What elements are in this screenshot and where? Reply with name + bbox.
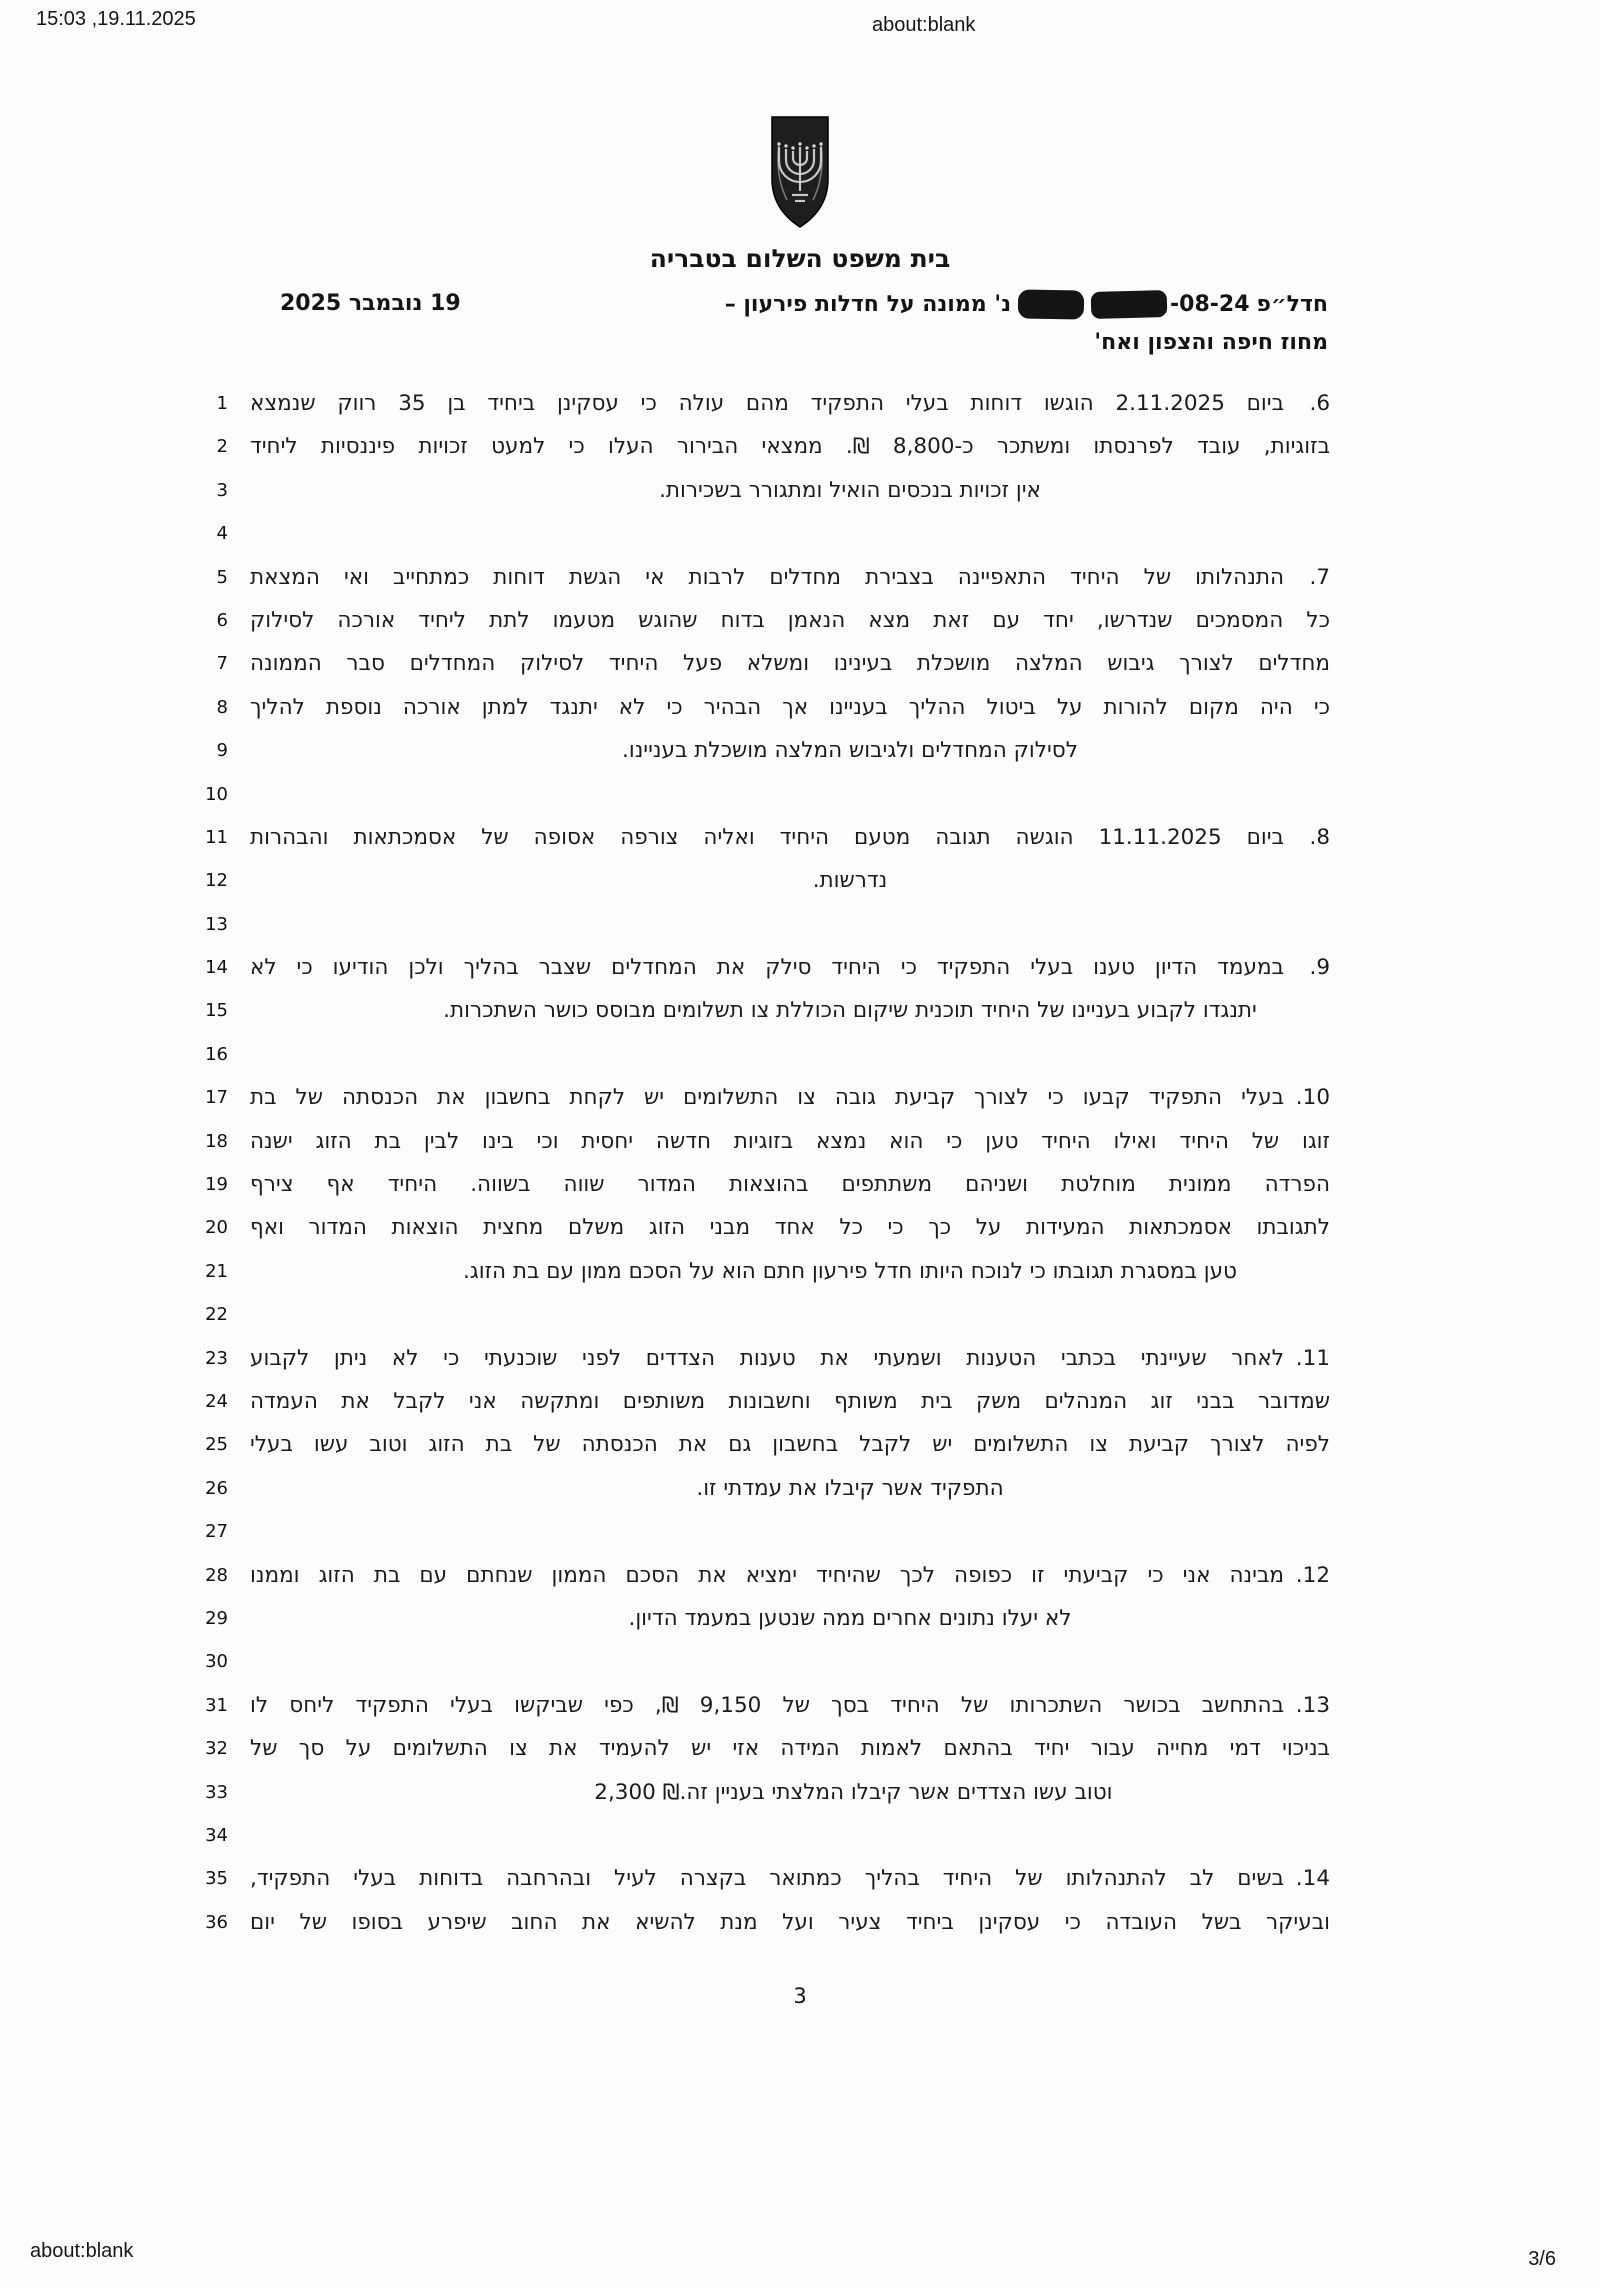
document-line <box>0 903 1600 946</box>
line-text: בשים לב להתנהלותו של היחיד בהליך כמתואר בקצרה לעיל ובהרחבה בדוחות בעלי התפקיד, <box>250 1866 1284 1892</box>
line-body <box>250 599 1330 642</box>
case-number-visible: -08-24 <box>1170 292 1250 317</box>
line-body <box>250 1640 1330 1683</box>
print-footer-url: about:blank <box>30 2240 134 2262</box>
document-line <box>0 1076 1600 1119</box>
line-text: ובעיקר בשל העובדה כי עסקינן ביחיד צעיר ועל מנת להשיא את החוב שיפרע בסופו של יום <box>250 1909 1330 1935</box>
document-line <box>0 946 1600 989</box>
document-line <box>0 1901 1600 1944</box>
line-number: 13 <box>205 913 228 935</box>
line-text: בניכוי דמי מחייה עבור יחיד בהתאם לאמות המידה אזי יש להעמיד את צו התשלומים על סך של <box>250 1736 1330 1762</box>
line-number: 26 <box>205 1477 228 1499</box>
paragraph-number: 7. <box>1309 564 1330 590</box>
line-text: ביום 11.11.2025 הוגשה תגובה מטעם היחיד ואליה צורפה אסופה של אסמכתאות והבהרות <box>250 824 1284 850</box>
line-number: 5 <box>216 566 228 588</box>
line-number: 19 <box>205 1174 228 1196</box>
line-number: 9 <box>216 740 228 762</box>
line-number: 24 <box>205 1390 228 1412</box>
document-line <box>0 1684 1600 1727</box>
line-text <box>250 1640 1330 1683</box>
line-body <box>250 773 1330 816</box>
line-text <box>250 512 1330 555</box>
line-body <box>250 1380 1330 1423</box>
line-body <box>250 512 1330 555</box>
line-text: ביום 2.11.2025 הוגשו דוחות בעלי התפקיד מהם עולה כי עסקינן ביחיד בן 35 רווק שנמצא <box>250 391 1284 416</box>
line-number: 33 <box>205 1781 228 1803</box>
document-line <box>0 1727 1600 1770</box>
line-text: לא יעלו נתונים אחרים ממה שנטען במעמד הדיון. <box>628 1605 1072 1631</box>
document-line <box>0 1250 1600 1293</box>
line-text: לתגובתו אסמכתאות המעידות על כך כי כל אחד מבני הזוג משלם מחצית הוצאות המדור ואף <box>250 1215 1330 1241</box>
line-number: 16 <box>205 1043 228 1065</box>
line-text: התפקיד אשר קיבלו את עמדתי זו. <box>696 1475 1004 1501</box>
line-text: מבינה אני כי קביעתי זו כפופה לכך שהיחיד ימציא את הסכם הממון שנחתם עם בת הזוג וממנו <box>250 1562 1284 1588</box>
line-body <box>250 1771 1330 1814</box>
line-body <box>250 903 1330 946</box>
document-line <box>0 773 1600 816</box>
line-text: בהתחשב בכושר השתכרותו של היחיד בסך של 9,150 ₪, כפי שביקשו בעלי התפקיד ליחס לו <box>250 1692 1284 1718</box>
line-number: 4 <box>216 523 228 545</box>
document-line <box>0 1510 1600 1553</box>
line-body <box>250 1163 1330 1206</box>
line-number: 27 <box>205 1521 228 1543</box>
line-number: 25 <box>205 1434 228 1456</box>
document-line <box>0 1033 1600 1076</box>
line-number: 11 <box>205 826 228 848</box>
document-line <box>0 1380 1600 1423</box>
document-line <box>0 816 1600 859</box>
line-text: אין זכויות בנכסים הואיל ומתגורר בשכירות. <box>659 477 1041 503</box>
line-text: יתנגדו לקבוע בעניינו של היחיד תוכנית שיקום הכוללת צו תשלומים מבוסס כושר השתכרות. <box>443 998 1257 1024</box>
line-number: 8 <box>216 696 228 718</box>
line-number: 22 <box>205 1304 228 1326</box>
document-line <box>0 1163 1600 1206</box>
line-number: 14 <box>205 957 228 979</box>
document-line <box>0 469 1600 512</box>
document-line <box>0 729 1600 772</box>
line-body <box>250 859 1330 902</box>
paragraph-number: 13. <box>1295 1692 1330 1718</box>
redaction-mark <box>1018 289 1084 319</box>
line-text: כל המסמכים שנדרשו, יחד עם זאת מצא הנאמן בדוח שהוגש מטעמו לתת ליחיד אורכה לסילוק <box>250 607 1330 633</box>
line-number: 21 <box>205 1260 228 1282</box>
document-line <box>0 1640 1600 1683</box>
line-body <box>250 1250 1330 1293</box>
paragraph-number: 11. <box>1295 1345 1330 1371</box>
line-text: במעמד הדיון טענו בעלי התפקיד כי היחיד סילק את המחדלים שצבר בהליך ולכן הודיעו כי לא <box>250 955 1284 981</box>
line-text <box>250 1033 1330 1076</box>
line-number: 31 <box>205 1694 228 1716</box>
line-body <box>250 642 1330 685</box>
respondent-line: מחוז חיפה והצפון ואח' <box>1094 330 1328 355</box>
line-body <box>250 1727 1330 1770</box>
case-line <box>270 290 1328 319</box>
print-header-datetime: 15:03 ,19.11.2025 <box>36 8 196 30</box>
line-number: 35 <box>205 1868 228 1890</box>
case-header <box>270 290 1328 355</box>
line-text <box>250 1293 1330 1336</box>
line-body <box>250 469 1330 512</box>
paragraph-number: 8. <box>1309 824 1330 850</box>
document-body <box>0 382 1600 1944</box>
document-line <box>0 1120 1600 1163</box>
line-number: 34 <box>205 1824 228 1846</box>
line-number: 2 <box>216 436 228 458</box>
line-number: 36 <box>205 1911 228 1933</box>
document-line <box>0 1467 1600 1510</box>
line-body <box>250 729 1330 772</box>
amount-value: 2,300 ₪ <box>587 1779 680 1805</box>
line-number: 7 <box>216 653 228 675</box>
line-text: טען במסגרת תגובתו כי לנוכח היותו חדל פירעון חתם הוא על הסכם ממון עם בת הזוג. <box>463 1258 1237 1284</box>
line-number: 15 <box>205 1000 228 1022</box>
line-text: מחדלים לצורך גיבוש המלצה מושכלת בעינינו ומשלא פעל היחיד לסילוק המחדלים סבר הממונה <box>250 651 1330 677</box>
line-number: 1 <box>216 393 228 414</box>
court-title: בית משפט השלום בטבריה <box>649 244 951 273</box>
line-number: 12 <box>205 870 228 892</box>
decision-date: 19 נובמבר 2025 <box>280 291 461 316</box>
israel-state-emblem-icon <box>766 114 834 232</box>
line-body <box>250 1076 1330 1119</box>
line-number: 10 <box>205 783 228 805</box>
line-text <box>250 1814 1330 1857</box>
document-line <box>0 989 1600 1032</box>
line-number: 17 <box>205 1087 228 1109</box>
line-text <box>250 1510 1330 1553</box>
line-body <box>250 946 1330 989</box>
line-body <box>250 425 1330 468</box>
print-header-url: about:blank <box>872 14 976 36</box>
line-body <box>250 1467 1330 1510</box>
document-line <box>0 599 1600 642</box>
print-footer-page-indicator: 3/6 <box>1528 2248 1556 2270</box>
line-number: 20 <box>205 1217 228 1239</box>
line-body <box>250 1206 1330 1249</box>
document-line <box>0 1857 1600 1900</box>
line-body <box>250 1554 1330 1597</box>
document-line <box>0 1771 1600 1814</box>
versus-text: נ' ממונה על חדלות פירעון – <box>724 292 1012 317</box>
line-body <box>250 1901 1330 1944</box>
line-text: נדרשות. <box>812 868 888 894</box>
line-body <box>250 989 1330 1032</box>
line-number: 28 <box>205 1564 228 1586</box>
case-type-prefix: חדל״פ <box>1256 292 1328 317</box>
paragraph-number: 6. <box>1309 391 1330 416</box>
line-text: התנהלותו של היחיד התאפיינה בצבירת מחדלים לרבות אי הגשת דוחות כמתחייב ואי המצאת <box>250 564 1284 590</box>
line-number: 29 <box>205 1607 228 1629</box>
line-body <box>250 1857 1330 1900</box>
line-body <box>250 1684 1330 1727</box>
document-line <box>0 1293 1600 1336</box>
line-text <box>250 903 1330 946</box>
line-body <box>250 686 1330 729</box>
document-line <box>0 425 1600 468</box>
line-text <box>250 773 1330 816</box>
line-number: 30 <box>205 1651 228 1673</box>
line-body <box>250 556 1330 599</box>
document-line <box>0 1337 1600 1380</box>
case-number <box>1091 291 1250 318</box>
line-text: וטוב עשו הצדדים אשר קיבלו המלצתי בעניין זה. 2,300 ₪ <box>587 1779 1113 1805</box>
line-body <box>250 1510 1330 1553</box>
page-number: 3 <box>793 1984 807 2008</box>
line-text: הפרדה ממונית מוחלטת ושניהם משתתפים בהוצאות המדור שווה בשווה. היחיד אף צירף <box>250 1172 1330 1198</box>
document-line <box>0 859 1600 902</box>
line-body <box>250 1293 1330 1336</box>
document-line <box>0 1423 1600 1466</box>
document-line <box>0 382 1600 425</box>
redaction-mark <box>1091 290 1168 319</box>
document-line <box>0 1206 1600 1249</box>
document-line <box>0 1554 1600 1597</box>
line-text: זוגו של היחיד ואילו היחיד טען כי הוא נמצא בזוגיות חדשה יחסית וכי בינו לבין בת הזוג ישנה <box>250 1128 1330 1154</box>
line-text: כי היה מקום להורות על ביטול ההליך בעניינו אך הבהיר כי לא יתנגד למתן אורכה נוספת להליך <box>250 694 1330 720</box>
line-body <box>250 1033 1330 1076</box>
line-text: בזוגיות, עובד לפרנסתו ומשתכר כ-8,800 ₪. ממצאי הבירור העלו כי למעט זכויות פיננסיות ליחיד <box>250 434 1330 460</box>
paragraph-number: 10. <box>1295 1085 1330 1111</box>
line-number: 6 <box>216 609 228 631</box>
line-text: בעלי התפקיד קבעו כי לצורך קביעת גובה צו התשלומים יש לקחת בחשבון את הכנסתה של בת <box>250 1085 1284 1111</box>
line-body <box>250 1120 1330 1163</box>
line-number: 32 <box>205 1738 228 1760</box>
document-line <box>0 512 1600 555</box>
line-number: 18 <box>205 1130 228 1152</box>
line-text: לסילוק המחדלים ולגיבוש המלצה מושכלת בעניינו. <box>622 738 1078 764</box>
document-line <box>0 642 1600 685</box>
line-body <box>250 1423 1330 1466</box>
line-body <box>250 382 1330 425</box>
document-line <box>0 1597 1600 1640</box>
line-body <box>250 816 1330 859</box>
document-line <box>0 1814 1600 1857</box>
document-line <box>0 556 1600 599</box>
line-body <box>250 1597 1330 1640</box>
paragraph-number: 9. <box>1309 955 1330 981</box>
line-text: שמדובר בבני זוג המנהלים משק בית משותף וחשבונות משותפים ומתקשה אני לקבל את העמדה <box>250 1388 1330 1414</box>
line-number: 23 <box>205 1347 228 1369</box>
paragraph-number: 14. <box>1295 1866 1330 1892</box>
document-line <box>0 686 1600 729</box>
paragraph-number: 12. <box>1295 1562 1330 1588</box>
line-text: לפיה לצורך קביעת צו התשלומים יש לקבל בחשבון גם את הכנסתה של בת הזוג וטוב עשו בעלי <box>250 1432 1330 1458</box>
line-body <box>250 1337 1330 1380</box>
line-text: לאחר שעיינתי בכתבי הטענות ושמעתי את טענות הצדדים לפני שוכנעתי כי לא ניתן לקבוע <box>250 1345 1284 1371</box>
line-body <box>250 1814 1330 1857</box>
line-number: 3 <box>216 479 228 501</box>
